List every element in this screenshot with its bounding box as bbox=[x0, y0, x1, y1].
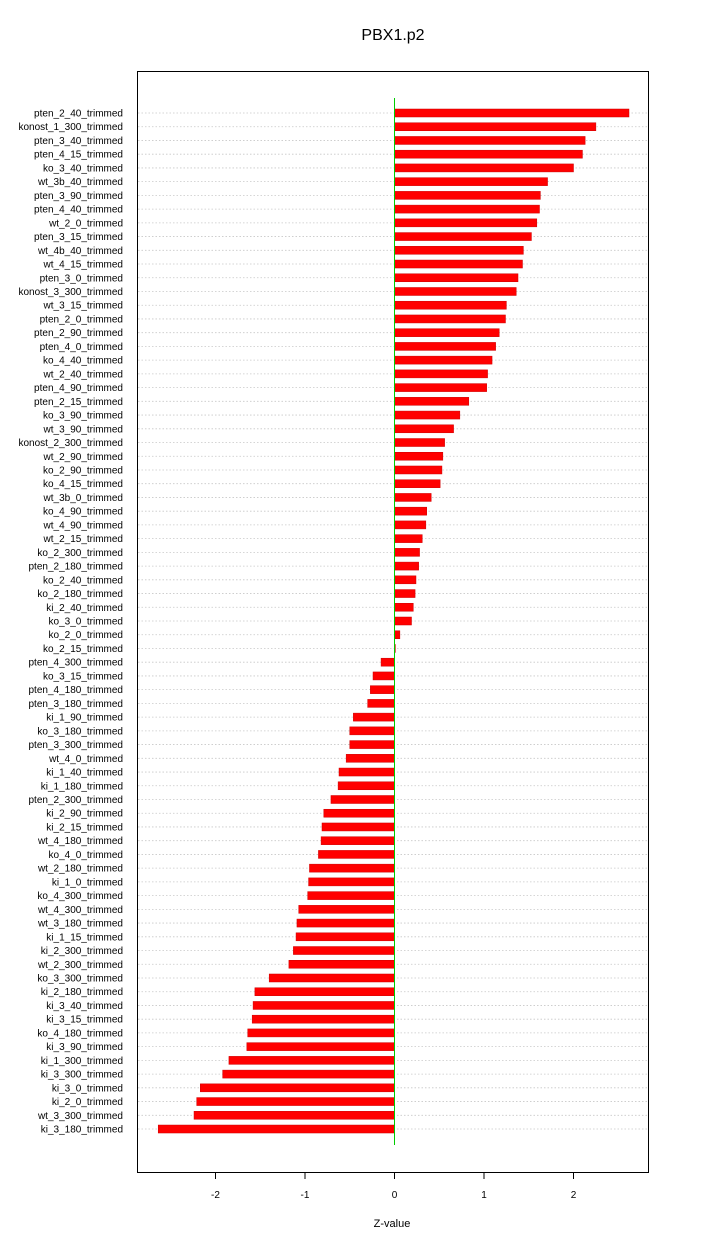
category-label: ko_2_180_trimmed bbox=[37, 589, 123, 601]
bar-pten_2_40_trimmed bbox=[395, 109, 629, 117]
bar-wt_2_300_trimmed bbox=[289, 960, 395, 968]
category-label: ko_2_0_trimmed bbox=[48, 630, 123, 642]
bar-pten_4_40_trimmed bbox=[395, 205, 540, 213]
category-label: pten_3_300_trimmed bbox=[28, 740, 123, 752]
category-label: wt_4_300_trimmed bbox=[37, 904, 123, 916]
bar-ko_3_180_trimmed bbox=[350, 727, 395, 735]
category-label: ki_1_15_trimmed bbox=[46, 932, 123, 944]
category-label: ki_2_180_trimmed bbox=[40, 987, 123, 999]
category-label: wt_4_15_trimmed bbox=[43, 259, 123, 271]
bar-ko_2_300_trimmed bbox=[395, 548, 420, 556]
x-axis-label: Z-value bbox=[373, 1218, 411, 1230]
bar-wt_2_40_trimmed bbox=[395, 370, 488, 378]
category-label: ki_2_90_trimmed bbox=[46, 808, 123, 820]
category-label: ko_3_90_trimmed bbox=[42, 410, 123, 422]
category-label: wt_2_0_trimmed bbox=[49, 218, 123, 230]
bar-ko_2_0_trimmed bbox=[395, 631, 400, 639]
bar-ki_2_15_trimmed bbox=[322, 823, 394, 831]
category-label: ki_3_180_trimmed bbox=[40, 1124, 123, 1136]
bar-pten_4_300_trimmed bbox=[381, 658, 394, 666]
bar-ki_3_15_trimmed bbox=[252, 1015, 394, 1023]
bar-wt_3_90_trimmed bbox=[395, 425, 454, 433]
category-label: ki_1_40_trimmed bbox=[46, 767, 123, 779]
bar-wt_2_0_trimmed bbox=[395, 219, 537, 227]
category-label: pten_3_0_trimmed bbox=[39, 273, 123, 285]
x-tick-label: 2 bbox=[570, 1190, 577, 1201]
category-label: pten_2_300_trimmed bbox=[28, 795, 123, 806]
x-axis bbox=[211, 1172, 577, 1201]
category-label: wt_3_15_trimmed bbox=[43, 300, 123, 312]
category-label: pten_4_300_trimmed bbox=[28, 657, 123, 669]
bar-ki_2_40_trimmed bbox=[395, 603, 414, 611]
category-label: pten_2_0_trimmed bbox=[39, 314, 123, 326]
x-tick-label: -1 bbox=[300, 1190, 310, 1201]
category-label: pten_4_0_trimmed bbox=[39, 341, 123, 353]
category-label: ko_4_40_trimmed bbox=[42, 355, 123, 367]
x-tick-label: -2 bbox=[211, 1190, 220, 1201]
bar-ki_2_180_trimmed bbox=[255, 988, 395, 996]
bar-wt_4_90_trimmed bbox=[395, 521, 426, 529]
category-label: wt_3_180_trimmed bbox=[37, 918, 123, 930]
bar-wt_2_180_trimmed bbox=[309, 864, 394, 872]
bar-ko_4_15_trimmed bbox=[395, 480, 441, 488]
category-label: ko_4_15_trimmed bbox=[42, 479, 123, 491]
bar-wt_3_180_trimmed bbox=[297, 919, 395, 927]
category-label: ko_4_90_trimmed bbox=[42, 506, 123, 518]
category-label: ki_2_300_trimmed bbox=[40, 946, 123, 958]
category-label: ki_2_40_trimmed bbox=[46, 602, 123, 614]
category-label: konost_3_300_trimmed bbox=[18, 286, 123, 298]
bar-wt_4_0_trimmed bbox=[346, 754, 394, 762]
bar-ki_3_40_trimmed bbox=[253, 1001, 394, 1009]
bar-ko_3_40_trimmed bbox=[395, 164, 574, 172]
category-label: ko_2_40_trimmed bbox=[42, 575, 123, 587]
bar-pten_3_40_trimmed bbox=[395, 136, 586, 144]
category-label: ko_3_180_trimmed bbox=[37, 726, 123, 738]
category-label: ki_2_15_trimmed bbox=[46, 822, 123, 834]
category-label: ki_3_90_trimmed bbox=[46, 1042, 123, 1054]
category-label: ko_3_15_trimmed bbox=[42, 671, 123, 683]
bar-pten_4_0_trimmed bbox=[395, 342, 496, 350]
x-tick-label: 0 bbox=[391, 1190, 398, 1201]
bar-ki_1_300_trimmed bbox=[229, 1056, 395, 1064]
bar-pten_4_90_trimmed bbox=[395, 384, 487, 392]
category-label: ko_4_0_trimmed bbox=[48, 849, 123, 861]
bar-wt_4_15_trimmed bbox=[395, 260, 523, 268]
bar-ko_4_40_trimmed bbox=[395, 356, 493, 364]
bar-ko_2_180_trimmed bbox=[395, 590, 416, 598]
bar-ko_2_90_trimmed bbox=[395, 466, 442, 474]
category-label: ki_2_0_trimmed bbox=[51, 1097, 123, 1109]
category-label: wt_2_180_trimmed bbox=[37, 863, 123, 875]
category-label: wt_3b_40_trimmed bbox=[37, 177, 123, 189]
category-label: pten_3_40_trimmed bbox=[34, 135, 123, 147]
bar-ki_1_15_trimmed bbox=[296, 933, 394, 941]
bar-wt_4b_40_trimmed bbox=[395, 246, 524, 254]
category-label: ki_1_0_trimmed bbox=[51, 877, 123, 889]
category-label: wt_4_0_trimmed bbox=[49, 753, 123, 765]
category-label: wt_3_300_trimmed bbox=[37, 1110, 123, 1122]
category-label: ko_2_15_trimmed bbox=[42, 643, 123, 655]
category-label: pten_4_15_trimmed bbox=[34, 149, 123, 161]
bar-pten_3_300_trimmed bbox=[350, 741, 395, 749]
category-labels bbox=[18, 109, 123, 1136]
category-label: ko_4_180_trimmed bbox=[37, 1028, 123, 1040]
bar-pten_3_15_trimmed bbox=[395, 233, 532, 241]
bar-pten_3_90_trimmed bbox=[395, 191, 541, 199]
category-label: ki_3_15_trimmed bbox=[46, 1014, 123, 1026]
bar-konost_1_300_trimmed bbox=[395, 123, 596, 131]
category-label: ki_1_300_trimmed bbox=[40, 1055, 123, 1067]
category-label: pten_2_180_trimmed bbox=[28, 561, 123, 573]
category-label: wt_3_90_trimmed bbox=[43, 424, 123, 436]
category-label: ki_1_180_trimmed bbox=[40, 781, 123, 793]
category-label: konost_2_300_trimmed bbox=[18, 438, 123, 450]
category-label: pten_3_15_trimmed bbox=[34, 232, 123, 244]
bar-pten_2_300_trimmed bbox=[331, 796, 395, 804]
bar-ki_1_0_trimmed bbox=[309, 878, 395, 886]
bar-wt_4_300_trimmed bbox=[299, 905, 395, 913]
bar-ko_4_180_trimmed bbox=[248, 1029, 395, 1037]
chart-title: PBX1.p2 bbox=[361, 27, 425, 44]
bar-wt_2_15_trimmed bbox=[395, 535, 423, 543]
bar-ko_4_0_trimmed bbox=[318, 850, 394, 858]
bar-wt_2_90_trimmed bbox=[395, 452, 443, 460]
bar-ki_1_90_trimmed bbox=[353, 713, 394, 721]
bar-ko_3_15_trimmed bbox=[373, 672, 394, 680]
bar-ko_3_90_trimmed bbox=[395, 411, 460, 419]
category-label: pten_3_90_trimmed bbox=[34, 190, 123, 202]
category-label: ko_2_300_trimmed bbox=[37, 547, 123, 559]
bar-ki_3_300_trimmed bbox=[223, 1070, 395, 1078]
bar-pten_2_90_trimmed bbox=[395, 329, 500, 337]
bar-pten_2_0_trimmed bbox=[395, 315, 506, 323]
bar-ko_3_0_trimmed bbox=[395, 617, 412, 625]
bar-pten_4_180_trimmed bbox=[370, 686, 394, 694]
category-label: konost_1_300_trimmed bbox=[18, 122, 123, 134]
bar-ko_3_300_trimmed bbox=[269, 974, 394, 982]
x-tick-label: 1 bbox=[481, 1190, 487, 1201]
bar-ki_3_90_trimmed bbox=[247, 1043, 395, 1051]
bar-wt_4_180_trimmed bbox=[321, 837, 394, 845]
bar-ki_3_180_trimmed bbox=[158, 1125, 394, 1133]
category-label: wt_4_90_trimmed bbox=[43, 520, 123, 532]
category-label: wt_3b_0_trimmed bbox=[43, 492, 123, 504]
category-label: pten_4_90_trimmed bbox=[34, 383, 123, 395]
category-label: pten_4_40_trimmed bbox=[34, 204, 123, 216]
bar-pten_2_15_trimmed bbox=[395, 397, 469, 405]
category-label: wt_2_15_trimmed bbox=[43, 534, 123, 546]
category-label: ko_3_40_trimmed bbox=[42, 163, 123, 175]
category-label: wt_4_180_trimmed bbox=[37, 836, 123, 848]
bar-ko_4_90_trimmed bbox=[395, 507, 427, 515]
bar-konost_3_300_trimmed bbox=[395, 287, 517, 295]
category-label: ko_3_300_trimmed bbox=[37, 973, 123, 985]
category-label: wt_4b_40_trimmed bbox=[37, 245, 123, 257]
category-label: pten_4_180_trimmed bbox=[28, 685, 123, 697]
bar-pten_3_180_trimmed bbox=[368, 699, 395, 707]
bar-wt_3b_0_trimmed bbox=[395, 493, 432, 501]
bar-pten_2_180_trimmed bbox=[395, 562, 419, 570]
bar-ko_4_300_trimmed bbox=[308, 892, 395, 900]
bar-ki_3_0_trimmed bbox=[200, 1084, 394, 1092]
category-label: wt_2_40_trimmed bbox=[43, 369, 123, 381]
category-label: pten_3_180_trimmed bbox=[28, 698, 123, 710]
bar-konost_2_300_trimmed bbox=[395, 439, 445, 447]
bar-pten_4_15_trimmed bbox=[395, 150, 583, 158]
category-label: ki_3_300_trimmed bbox=[40, 1069, 123, 1081]
bar-ki_2_0_trimmed bbox=[197, 1098, 395, 1106]
bar-ko_2_40_trimmed bbox=[395, 576, 416, 584]
bar-pten_3_0_trimmed bbox=[395, 274, 519, 282]
category-label: pten_2_15_trimmed bbox=[34, 396, 123, 408]
bar-ki_1_40_trimmed bbox=[339, 768, 394, 776]
category-label: ko_4_300_trimmed bbox=[37, 891, 123, 903]
category-label: ki_1_90_trimmed bbox=[46, 712, 123, 724]
category-label: pten_2_40_trimmed bbox=[34, 108, 123, 120]
category-label: pten_2_90_trimmed bbox=[34, 328, 123, 340]
category-label: wt_2_300_trimmed bbox=[37, 959, 123, 971]
bar-wt_3b_40_trimmed bbox=[395, 178, 548, 186]
bar-ki_1_180_trimmed bbox=[338, 782, 394, 790]
category-label: ki_3_40_trimmed bbox=[46, 1000, 123, 1012]
category-label: ko_3_0_trimmed bbox=[48, 616, 123, 628]
category-label: ki_3_0_trimmed bbox=[51, 1083, 123, 1095]
bar-wt_3_15_trimmed bbox=[395, 301, 507, 309]
category-label: wt_2_90_trimmed bbox=[43, 451, 123, 463]
category-label: ko_2_90_trimmed bbox=[42, 465, 123, 477]
bar-ki_2_300_trimmed bbox=[293, 947, 394, 955]
bar-ki_2_90_trimmed bbox=[324, 809, 395, 817]
bar-wt_3_300_trimmed bbox=[194, 1111, 394, 1119]
